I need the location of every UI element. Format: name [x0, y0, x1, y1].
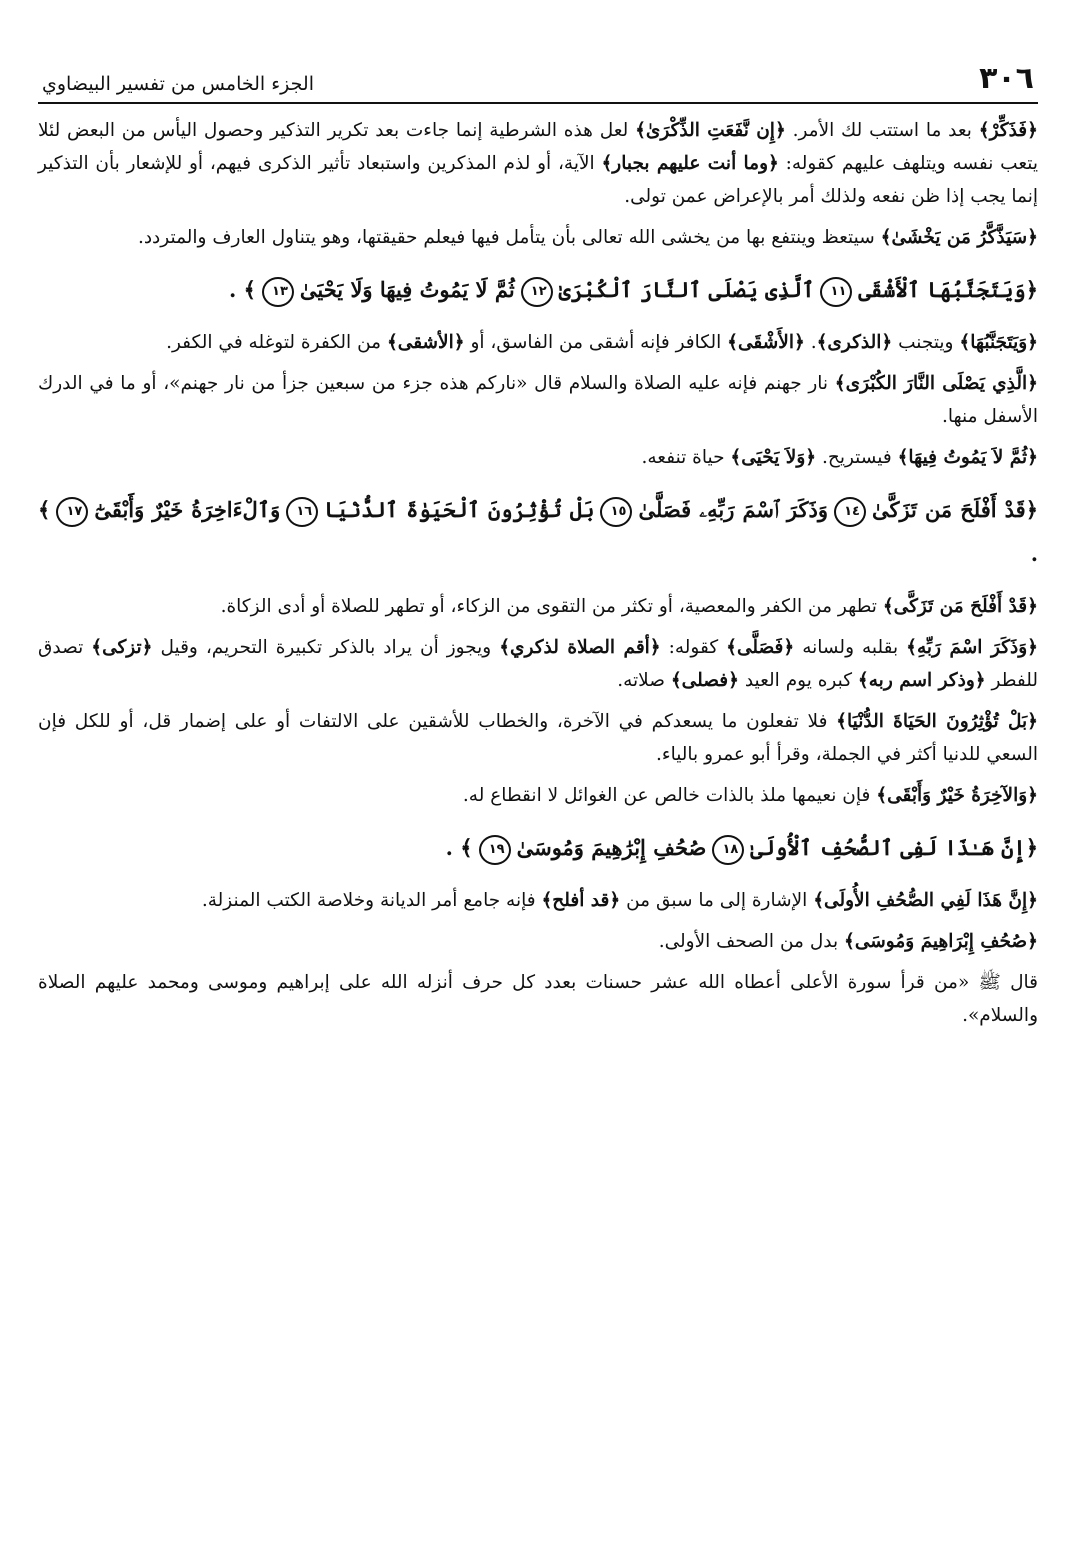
- header-rule: [38, 102, 1038, 104]
- verse-number-marker: ١٦: [286, 497, 318, 527]
- commentary-paragraph-7: [38, 631, 1038, 697]
- commentary-paragraph-10: [38, 884, 1038, 917]
- commentary-text: .: [804, 332, 817, 353]
- quoted-phrase: ﴿الأشقى﴾: [386, 332, 465, 353]
- verse-number-marker: ١٧: [56, 497, 88, 527]
- commentary-text: الكافر فإنه أشقى من الفاسق، أو: [464, 332, 728, 353]
- book-page: [38, 52, 1038, 1040]
- verse-number-marker: ١٢: [521, 277, 553, 307]
- commentary-text: فيستريح.: [816, 447, 898, 468]
- commentary-paragraph-5: [38, 441, 1038, 474]
- commentary-paragraph-8: [38, 705, 1038, 771]
- verse-text: قَدْ أَفْلَحَ مَن تَزَكَّىٰ: [871, 497, 1026, 522]
- verse-text: ٱلَّذِى يَصْلَى ٱلنَّارَ ٱلْكُبْرَىٰ: [558, 277, 815, 302]
- quoted-phrase: ﴿أقم الصلاة لذكري﴾: [499, 637, 661, 658]
- commentary-paragraph-2: [38, 221, 1038, 254]
- commentary-text: الإشارة إلى ما سبق من: [620, 890, 814, 911]
- hadith-text: قال ﷺ «من قرأ سورة الأعلى أعطاه الله عشر حسنات بعدد كل حرف أنزله الله على إبراهيم وموسى ومحمد عليهم الصلاة والسلام».: [38, 972, 1038, 1026]
- quoted-phrase: ﴿تزكى﴾: [91, 637, 153, 658]
- verse-number-marker: ١٥: [600, 497, 632, 527]
- commentary-text: من الكفرة لتوغله في الكفر.: [166, 332, 387, 353]
- commentary-text: بقلبه ولسانه: [794, 637, 907, 658]
- quoted-phrase: ﴿فَذَكِّرْ﴾: [978, 120, 1038, 141]
- verse-text: وَيَتَجَنَّبُهَا ٱلْأَشْقَى: [858, 277, 1026, 302]
- commentary-text: ويتجنب: [892, 332, 960, 353]
- verse-close-bracket: ﴾ .: [38, 497, 1038, 566]
- quoted-phrase: ﴿وما أنت عليهم بجبار﴾: [601, 153, 779, 174]
- commentary-text: صلاته.: [617, 670, 671, 691]
- quoted-phrase: ﴿الذكرى﴾: [816, 332, 893, 353]
- quoted-phrase: ﴿قَدْ أَفْلَحَ مَن تَزَكَّى﴾: [882, 596, 1038, 617]
- quoted-phrase: ﴿سَيَذَّكَّرُ مَن يَخْشَىٰ﴾: [880, 227, 1038, 248]
- running-title: الجزء الخامس من تفسير البيضاوي: [42, 73, 314, 95]
- commentary-text: تصدق للفطر: [38, 637, 1038, 691]
- commentary-paragraph-4: [38, 367, 1038, 433]
- verse-close-bracket: ﴾ .: [228, 277, 256, 302]
- commentary-text: ويجوز أن يراد بالذكر تكبيرة التحريم، وقيل: [152, 637, 500, 658]
- quoted-phrase: ﴿فَصَلَّى﴾: [726, 637, 795, 658]
- commentary-text: نار جهنم فإنه عليه الصلاة والسلام قال «ناركم هذه جزء من سبعين جزأ من نار جهنم»، أو ما في الدرك الأسفل منها.: [38, 373, 1038, 427]
- verse-number-marker: ١٨: [712, 835, 744, 865]
- quoted-phrase: ﴿وذكر اسم ربه﴾: [857, 670, 986, 691]
- commentary-text: فلا تفعلون ما يسعدكم في الآخرة، والخطاب للأشقين على الالتفات أو على إضمار قل، أو للكل فإن السعي للدنيا أكثر في الجملة، وقرأ أبو عمرو بالياء.: [38, 711, 1038, 765]
- verse-text: ثُمَّ لَا يَمُوتُ فِيهَا وَلَا يَحْيَىٰ: [299, 277, 515, 302]
- quoted-phrase: ﴿قد أفلح﴾: [541, 890, 621, 911]
- quoted-phrase: ﴿صُحُفِ إِبْرَاهِيمَ وَمُوسَى﴾: [844, 931, 1038, 952]
- commentary-text: تطهر من الكفر والمعصية، أو تكثر من التقوى من الزكاء، أو تطهر للصلاة أو أدى الزكاة.: [220, 596, 883, 617]
- quoted-phrase: ﴿وَلاَ يَحْيَى﴾: [730, 447, 817, 468]
- quran-verse-block-1: [38, 268, 1038, 312]
- page-header: [38, 52, 1038, 98]
- verse-text: بَلْ تُؤْثِرُونَ ٱلْحَيَوٰةَ ٱلدُّنْيَا: [324, 497, 595, 522]
- commentary-paragraph-6: [38, 590, 1038, 623]
- verse-text: وَذَكَرَ ٱسْمَ رَبِّهِۦ فَصَلَّىٰ: [638, 497, 828, 522]
- quoted-phrase: ﴿وَذَكَرَ اسْمَ رَبِّهِ﴾: [906, 637, 1039, 658]
- commentary-text: فإنه جامع أمر الديانة وخلاصة الكتب المنزلة.: [201, 890, 542, 911]
- verse-text: إِنَّ هَـٰذَا لَفِى ٱلصُّحُفِ ٱلْأُولَىٰ: [750, 835, 1026, 860]
- quoted-phrase: ﴿ثُمَّ لاَ يَمُوتُ فِيهَا﴾: [897, 447, 1038, 468]
- verse-text: وَٱلْءَاخِرَةُ خَيْرٌ وَأَبْقَىٰٓ: [94, 497, 281, 522]
- commentary-text: فإن نعيمها ملذ بالذات خالص عن الغوائل لا انقطاع له.: [462, 785, 877, 806]
- commentary-text: كبره يوم العيد: [738, 670, 858, 691]
- verse-number-marker: ١٩: [479, 835, 511, 865]
- commentary-text: لعل هذه الشرطية إنما جاءت بعد تكرير التذكير وحصول اليأس من البعض لئلا يتعب نفسه ويتلهف عليهم كقوله:: [38, 120, 1039, 174]
- quoted-phrase: ﴿بَلْ تُؤْثِرُونَ الحَيَاةَ الدُّنْيَا﴾: [836, 711, 1038, 732]
- commentary-text: حياة تنفعه.: [641, 447, 731, 468]
- commentary-paragraph-1: [38, 114, 1038, 213]
- commentary-paragraph-3: [38, 326, 1038, 359]
- verse-open-bracket: ﴿: [1025, 277, 1038, 302]
- quran-verse-block-3: [38, 826, 1038, 870]
- verse-open-bracket: ﴿: [1025, 835, 1038, 860]
- quoted-phrase: ﴿إِن نَّفَعَتِ الذِّكْرَىٰ﴾: [635, 120, 786, 141]
- quoted-phrase: ﴿إِنَّ هَذَا لَفِي الصُّحُفِ الأُولَى﴾: [813, 890, 1038, 911]
- verse-number-marker: ١٤: [834, 497, 866, 527]
- commentary-text: كقوله:: [660, 637, 727, 658]
- quoted-phrase: ﴿فصلى﴾: [670, 670, 739, 691]
- quran-verse-block-2: [38, 488, 1038, 576]
- commentary-paragraph-12: [38, 966, 1038, 1032]
- verse-number-marker: ١١: [820, 277, 852, 307]
- quoted-phrase: ﴿الَّذِي يَصْلَى النَّارَ الكُبْرَى﴾: [834, 373, 1038, 394]
- quoted-phrase: ﴿وَيَتَجَنَّبُهَا﴾: [959, 332, 1038, 353]
- verse-number-marker: ١٣: [262, 277, 294, 307]
- page-number: ٣٠٦: [979, 61, 1034, 96]
- commentary-paragraph-11: [38, 925, 1038, 958]
- commentary-paragraph-9: [38, 779, 1038, 812]
- quoted-phrase: ﴿وَالآخِرَةُ خَيْرٌ وَأَبْقَى﴾: [876, 785, 1038, 806]
- commentary-text: بعد ما استتب لك الأمر.: [785, 120, 979, 141]
- commentary-text: الآية، أو لذم المذكرين واستبعاد تأثير الذكرى فيهم، أو للإشعار بأن التذكير إنما يجب إذا ظن نفعه ولذلك أمر بالإعراض عمن تولى.: [38, 153, 1038, 207]
- verse-open-bracket: ﴿: [1025, 497, 1039, 522]
- quoted-phrase: ﴿الأَشْقَى﴾: [727, 332, 805, 353]
- commentary-text: بدل من الصحف الأولى.: [658, 931, 845, 952]
- verse-text: صُحُفِ إِبْرَٰهِيمَ وَمُوسَىٰ: [516, 835, 707, 860]
- commentary-text: سيتعظ وينتفع بها من يخشى الله تعالى بأن يتأمل فيها فيعلم حقيقتها، وهو يتناول العارف والمتردد.: [137, 227, 881, 248]
- verse-close-bracket: ﴾ .: [445, 835, 473, 860]
